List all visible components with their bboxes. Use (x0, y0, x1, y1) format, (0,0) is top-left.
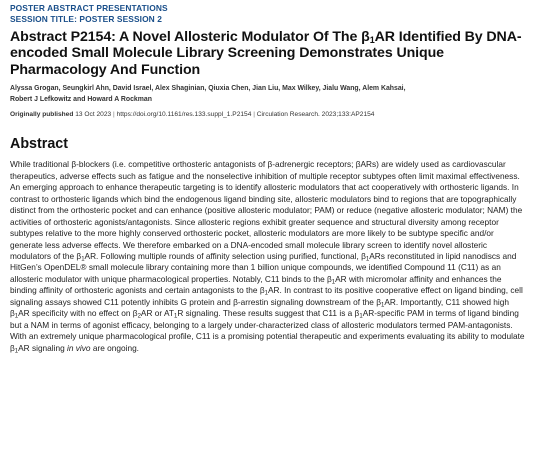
abstract-text: AR. Importantly, C11 showed high β (10, 296, 509, 319)
meta-separator: | (113, 111, 115, 119)
abstract-text: AR with micromolar affinity and enhances the binding affinity of orthosteric agonists and certain antagonists to the β (10, 273, 502, 296)
session-title[interactable]: SESSION TITLE: POSTER SESSION 2 (10, 13, 163, 24)
title-subscript: 1 (369, 35, 375, 45)
abstract-text: AR. Following multiple rounds of affinity selection using purified, functional, β (84, 251, 366, 262)
title-text-2: AR Identified By DNA-encoded Small Molecule Library Screening Demonstrates Unique Pharmacology And Function (10, 29, 522, 78)
abstract-subscript: 1 (264, 290, 268, 297)
title-text-1: Abstract P2154: A Novel Allosteric Modulator Of The β (10, 29, 370, 45)
abstract-subscript: 1 (365, 256, 370, 263)
abstract-text: ARs reconstituted in lipid nanodiscs and HitGen’s OpenDEL® small molecule library containing more than 1 billion unique compounds, we identified Compound 11 (C11) as an allosteric modulator with unique pharmacological properties. Notably, C11 binds to the β (10, 251, 517, 284)
abstract-body (10, 159, 528, 354)
abstract-text: AR specificity with no effect on β (18, 308, 138, 319)
abstract-subscript: 1 (14, 313, 19, 320)
doi-link[interactable]: https://doi.org/10.1161/res.133.suppl_1.P2154 (116, 111, 252, 119)
abstract-text: AR signaling (18, 342, 68, 353)
abstract-text: AR-specific PAM in terms of ligand binding but a NAM in terms of agonist efficacy, belonging to a largely under-characterized class of allosteric modulators termed PAM-antagonists. With an extremely unique pharmacological profile, C11 is a promising potential therapeutic and experiments evaluating its ability to modulate β (10, 308, 525, 353)
presentation-type[interactable]: POSTER ABSTRACT PRESENTATIONS (10, 3, 168, 13)
abstract-italic-text: in vivo (67, 342, 91, 353)
authors-line-1[interactable]: Alyssa Grogan, Seungkirl Ahn, David Israel, Alex Shaginian, Qiuxia Chen, Jian Liu, Max Wilkey, Jialu Wang, Alem Kahsai, (10, 85, 406, 93)
abstract-subscript: 1 (173, 313, 178, 320)
abstract-text: R signaling. These results suggest that C11 is a β (177, 308, 360, 319)
abstract-subscript: 1 (359, 313, 363, 320)
abstract-text: While traditional β-blockers (i.e. competitive orthosteric antagonists of β-adrenergic receptors; βARs) are widely used as cardiovascular therapeutics, adverse effects such as fatigue and the nonselective inhibition of multiple receptor subtypes often limit maximal effectiveness. An emerging approach to enhance therapeutic targeting is to identify allosteric modulators that act cooperatively with orthosteric ligands. In contrast to orthosteric ligands which bind the endogenous ligand binding site, allosteric modulators bind to regions that are topographically distinct from the orthosteric pocket and can enhance (positive allosteric modulator; PAM) or reduce (negative allosteric modulator; NAM) the activities of orthosteric agonists/antagonists. Since allosteric regions exhibit greater sequence and structural diversity among receptor subtypes relative to the more highly conserved orthosteric pocket, allosteric modulators are more likely to be subtype specific and/or generate less adverse effects. We therefore embarked on a DNA-encoded small molecule library screen to identify novel allosteric modulators of the β (10, 159, 523, 262)
published-label: Originally published (10, 111, 74, 119)
authors-line-2[interactable]: Robert J Lefkowitz and Howard A Rockman (10, 95, 152, 103)
abstract-text: are ongoing. (90, 342, 139, 353)
abstract-subscript: 1 (380, 302, 385, 309)
abstract-subscript: 1 (331, 279, 336, 286)
abstract-subscript: 2 (137, 313, 141, 320)
abstract-subscript: 1 (14, 348, 19, 355)
publication-meta (10, 110, 528, 120)
meta-separator: | (253, 111, 255, 119)
abstract-subscript: 1 (81, 256, 85, 263)
abstract-text: AR. In contrast to its positive cooperative effect on ligand binding, cell signaling assays showed C11 potently inhibits G protein and β-arrestin signaling downstream of the β (10, 285, 523, 307)
author-list (10, 84, 528, 105)
article-title (10, 29, 528, 78)
journal-citation: Circulation Research. 2023;133:AP2154 (256, 111, 375, 119)
published-date: 13 Oct 2023 (75, 111, 112, 119)
abstract-heading: Abstract (10, 136, 68, 153)
abstract-text: AR or AT (140, 308, 174, 319)
